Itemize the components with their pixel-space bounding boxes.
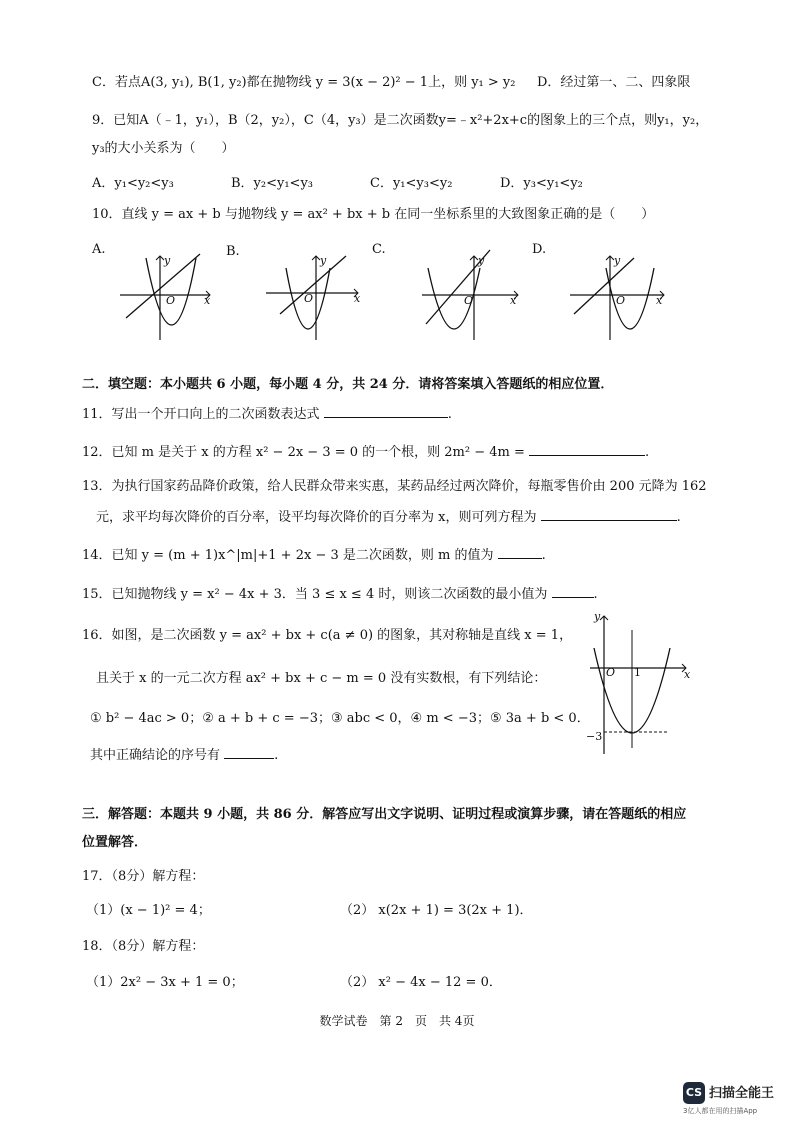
graph-c-svg — [370, 240, 520, 350]
q18-part1: （1）2x² − 3x + 1 = 0； — [86, 975, 244, 990]
q13-line2: 元，求平均每次降价的百分率，设平均每次降价的百分率为 x，则可列方程为 — [96, 510, 537, 525]
q16-figure — [584, 608, 694, 758]
graph-label: B. — [226, 244, 240, 259]
section-3-heading: 三．解答题：本题共 9 小题，共 86 分．解答应写出文字说明、证明过程或演算步骤，请在答题纸的相应 — [82, 807, 687, 822]
q12: 12．已知 m 是关于 x 的方程 x² − 2x − 3 = 0 的一个根，则 2m² − 4m = . — [82, 445, 650, 460]
graph-label: D. — [532, 242, 547, 257]
section-2-heading: 二．填空题：本小题共 6 小题，每小题 4 分，共 24 分．请将答案填入答题纸的相应位置． — [82, 377, 614, 392]
page-footer: 数学试卷 第 2 页 共 4页 — [319, 1014, 475, 1028]
origin-label: O — [464, 294, 474, 307]
watermark-sub: 3亿人都在用的扫描App — [683, 1107, 758, 1115]
fig-one-label: 1 — [634, 666, 641, 679]
q11: 11．写出一个开口向上的二次函数表达式 . — [82, 407, 452, 422]
q8-option-d: D．经过第一、二、四象限 — [537, 75, 691, 90]
q8-option-c: C．若点A(3, y₁), B(1, y₂)都在抛物线 y = 3(x − 2)² − 1上，则 y₁ > y₂ — [92, 75, 516, 90]
q16-line2: 且关于 x 的一元二次方程 ax² + bx + c − m = 0 没有实数根，有下列结论： — [96, 671, 547, 686]
q15-answer-blank[interactable] — [552, 585, 594, 598]
q14-answer-blank[interactable] — [498, 546, 542, 559]
origin-label: O — [166, 294, 176, 307]
q13-answer-blank[interactable] — [541, 508, 677, 521]
scanner-watermark — [683, 1080, 789, 1118]
q9-stem-cont: y₃的大小关系为（ ） — [92, 141, 235, 156]
q10-graph-a — [92, 240, 222, 350]
axis-y-label: y — [320, 254, 327, 267]
cs-logo-icon: CS — [683, 1082, 705, 1104]
q17-part2: （2） x(2x + 1) = 3(2x + 1)． — [340, 903, 533, 918]
graph-d-svg — [530, 240, 670, 350]
q18-stem: 18．（8分）解方程： — [82, 939, 205, 954]
axis-x-label: x — [510, 294, 517, 307]
q9-stem: 9．已知A（﹣1，y₁），B（2，y₂），C（4，y₃）是二次函数y=﹣x²+2x+c的图象上的三个点，则y₁，y₂， — [92, 113, 709, 128]
q16-answer-blank[interactable] — [224, 746, 274, 759]
axis-y-label: y — [164, 254, 171, 267]
q12-text: 12．已知 m 是关于 x 的方程 x² − 2x − 3 = 0 的一个根，则 2m² − 4m = — [82, 445, 525, 460]
q9-option-b: B．y₂<y₁<y₃ — [231, 176, 314, 191]
q9-option-d: D．y₃<y₁<y₂ — [500, 176, 583, 191]
q10-graph-c — [370, 240, 520, 350]
axis-y-label: y — [478, 254, 485, 267]
section-3-heading-cont: 位置解答． — [82, 835, 148, 850]
q13-line1: 13．为执行国家药品降价政策，给人民群众带来实惠，某药品经过两次降价，每瓶零售价由 200 元降为 162 — [82, 479, 707, 494]
q15: 15．已知抛物线 y = x² − 4x + 3．当 3 ≤ x ≤ 4 时，则该二次函数的最小值为 . — [82, 587, 598, 602]
axis-x-label: x — [354, 292, 361, 305]
parabola — [146, 258, 196, 325]
axis-x-label: x — [656, 294, 663, 307]
watermark-name: 扫描全能王 — [709, 1086, 775, 1101]
fig-y-label: y — [594, 610, 601, 623]
axis-x-label: x — [204, 294, 211, 307]
fig-origin-label: O — [606, 666, 616, 679]
q17-part1: （1）(x − 1)² = 4； — [86, 903, 211, 918]
fig-x-label: x — [684, 668, 691, 681]
origin-label: O — [304, 292, 314, 305]
q9-option-a: A．y₁<y₂<y₃ — [92, 176, 174, 191]
q11-text: 11．写出一个开口向上的二次函数表达式 — [82, 407, 320, 422]
q11-answer-blank[interactable] — [324, 405, 448, 418]
q17-stem: 17．（8分）解方程： — [82, 869, 205, 884]
q10-graph-b — [226, 240, 366, 350]
q16-line1: 16．如图，是二次函数 y = ax² + bx + c(a ≠ 0) 的图象，其对称轴是直线 x = 1， — [82, 628, 573, 643]
origin-label: O — [616, 294, 626, 307]
axis-y-label: y — [614, 254, 621, 267]
q12-answer-blank[interactable] — [529, 443, 645, 456]
q16-line4: 其中正确结论的序号有 — [90, 748, 221, 763]
q18-part2: （2） x² − 4x − 12 = 0． — [340, 975, 502, 990]
graph-label: A. — [92, 242, 106, 257]
q10-graph-d — [530, 240, 670, 350]
q10-stem: 10．直线 y = ax + b 与抛物线 y = ax² + bx + b 在同一坐标系里的大致图象正确的是（ ） — [92, 207, 655, 222]
q16-ask: 其中正确结论的序号有 . — [90, 748, 279, 763]
line — [126, 254, 200, 318]
graph-label: C. — [372, 242, 386, 257]
graph-b-svg — [226, 240, 366, 350]
q9-option-c: C．y₁<y₃<y₂ — [370, 176, 453, 191]
graph-a-svg — [92, 240, 222, 350]
q16-conclusions: ① b² − 4ac > 0；② a + b + c = −3；③ abc < 0，④ m < −3；⑤ 3a + b < 0． — [90, 711, 590, 726]
q15-text: 15．已知抛物线 y = x² − 4x + 3．当 3 ≤ x ≤ 4 时，则该二次函数的最小值为 — [82, 587, 548, 602]
fig-neg3-label: −3 — [586, 730, 603, 743]
q13: 元，求平均每次降价的百分率，设平均每次降价的百分率为 x，则可列方程为 . — [96, 510, 681, 525]
q14-text: 14．已知 y = (m + 1)x^|m|+1 + 2x − 3 是二次函数，则 m 的值为 — [82, 548, 494, 563]
q14: 14．已知 y = (m + 1)x^|m|+1 + 2x − 3 是二次函数，则 m 的值为 . — [82, 548, 546, 563]
